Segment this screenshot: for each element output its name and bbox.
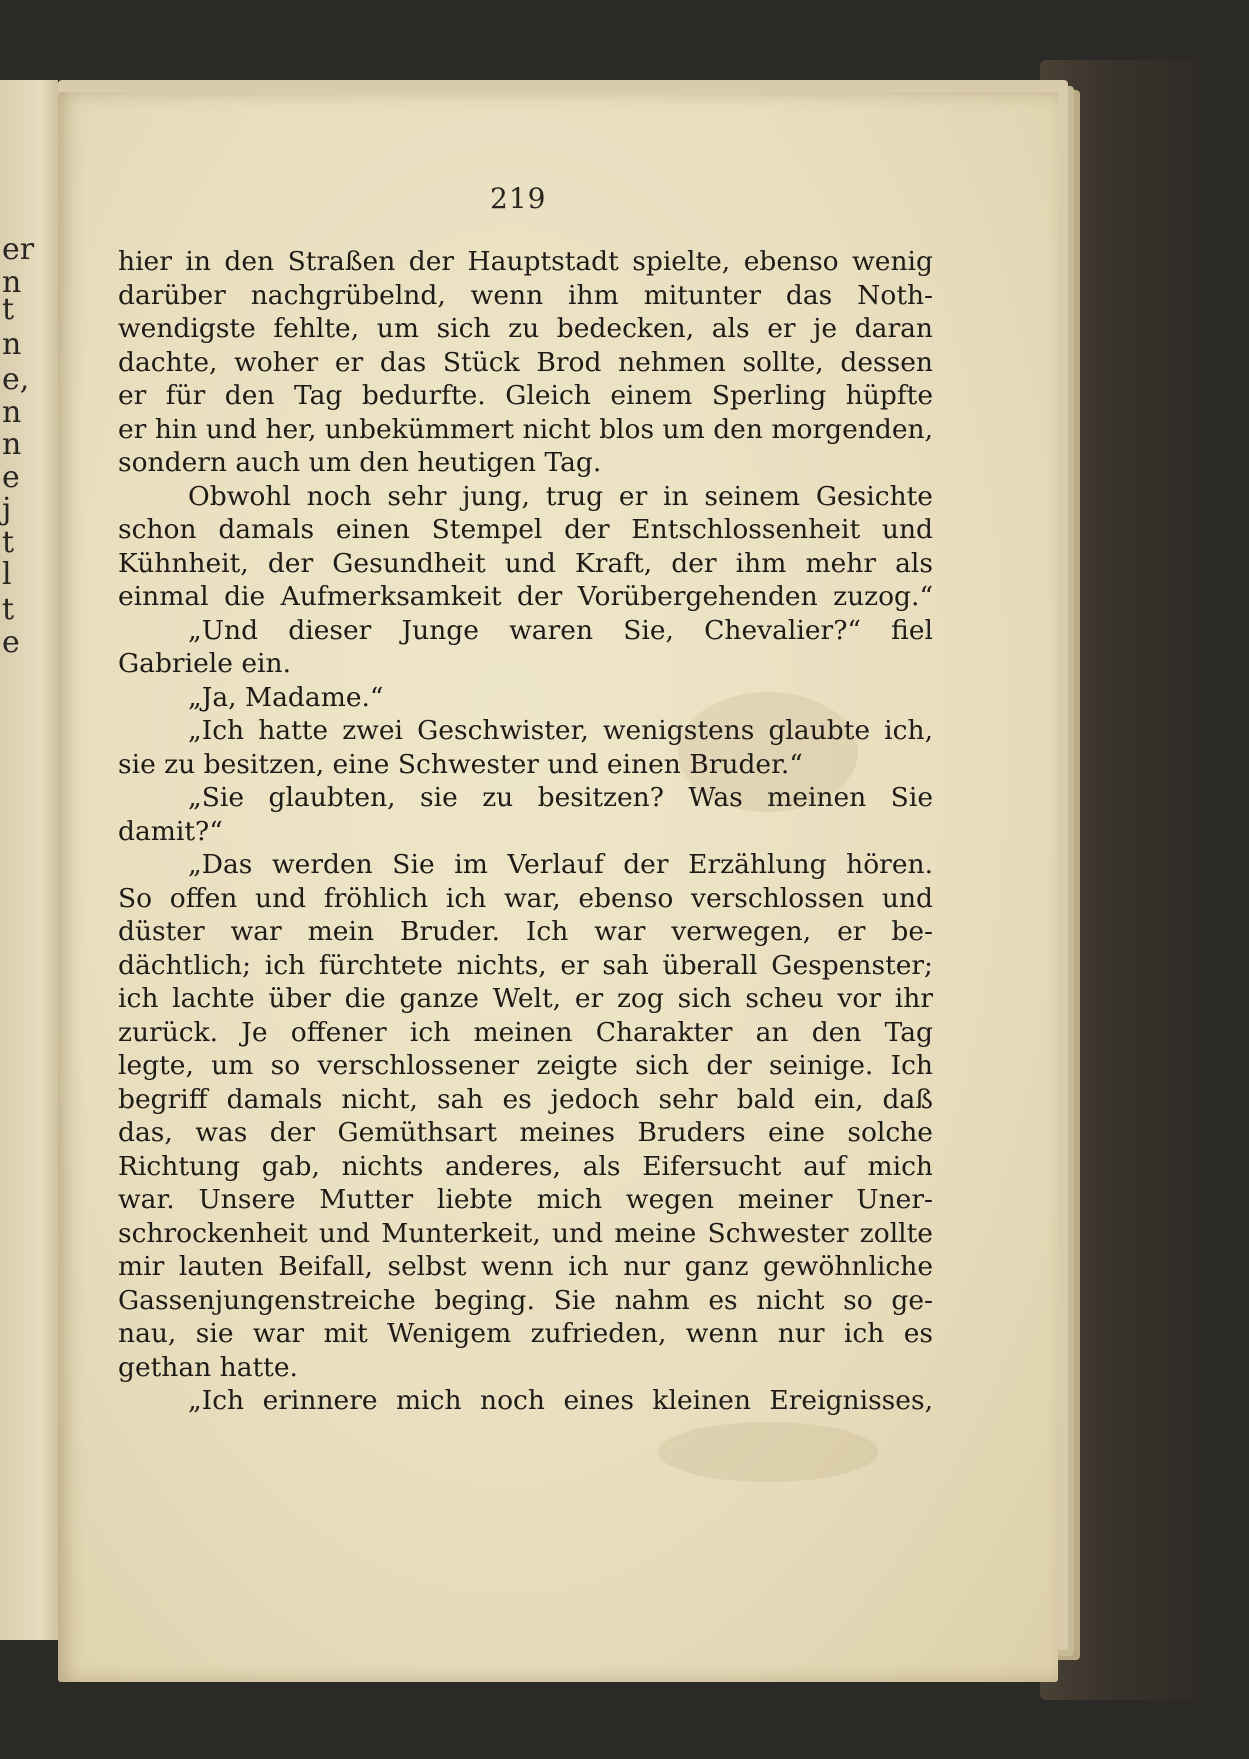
text-line: damit?“	[118, 815, 223, 847]
text-line: legte, um so verschlossener zeigte sich der seinige. Ich	[118, 1050, 933, 1081]
text-line: das, was der Gemüthsart meines Bruders eine solche	[118, 1117, 933, 1148]
text-line: So offen und fröhlich ich war, ebenso verschlossen und	[118, 882, 933, 914]
text-line: war. Unsere Mutter liebte mich wegen meiner Uner-	[118, 1184, 933, 1215]
text-line: Gabriele ein.	[118, 648, 291, 679]
text-line: „Sie glaubten, sie zu besitzen? Was meinen Sie	[188, 782, 933, 813]
text-line: ich lachte über die ganze Welt, er zog sich scheu vor ihr	[118, 983, 933, 1014]
paper-stain	[658, 1422, 878, 1482]
text-line: darüber nachgrübelnd, wenn ihm mitunter das Noth-	[118, 279, 933, 311]
text-line: schon damals einen Stempel der Entschlossenheit und	[118, 514, 933, 545]
text-line: begriff damals nicht, sah es jedoch sehr bald ein, daß	[118, 1083, 933, 1115]
left-fragment: er	[2, 232, 35, 267]
body-text	[118, 245, 933, 1418]
text-line: einmal die Aufmerksamkeit der Vorübergehenden zuzog.“	[118, 581, 933, 612]
left-fragment: n	[2, 395, 22, 430]
left-fragment: n	[2, 265, 22, 300]
text-line: Obwohl noch sehr jung, trug er in seinem Gesichte	[188, 480, 933, 512]
text-line: düster war mein Bruder. Ich war verwegen, er be-	[118, 916, 933, 947]
left-fragment: t	[2, 525, 15, 560]
text-line: wendigste fehlte, um sich zu bedecken, als er je daran	[118, 313, 933, 344]
text-line: nau, sie war mit Wenigem zufrieden, wenn nur ich es	[118, 1318, 933, 1349]
text-line: „Und dieser Junge waren Sie, Chevalier?“ fiel	[188, 614, 933, 646]
text-line: „Ich erinnere mich noch eines kleinen Ereignisses,	[188, 1385, 933, 1416]
left-fragment: j	[2, 492, 12, 527]
text-line: schrockenheit und Munterkeit, und meine Schwester zollte	[118, 1217, 933, 1249]
text-line: „Ich hatte zwei Geschwister, wenigstens glaubte ich,	[188, 715, 933, 746]
text-line: hier in den Straßen der Hauptstadt spielte, ebenso wenig	[118, 246, 933, 277]
left-fragment: t	[2, 592, 15, 627]
text-line: dachte, woher er das Stück Brod nehmen sollte, dessen	[118, 346, 933, 378]
text-line: „Ja, Madame.“	[188, 681, 384, 713]
left-fragment: e,	[2, 362, 30, 397]
page-number: 219	[490, 182, 547, 215]
text-line: dächtlich; ich fürchtete nichts, er sah überall Gespenster;	[118, 949, 933, 981]
text-line: „Das werden Sie im Verlauf der Erzählung hören.	[188, 849, 933, 880]
left-fragment: t	[2, 292, 15, 327]
text-line: sondern auch um den heutigen Tag.	[118, 447, 602, 478]
text-line: er hin und her, unbekümmert nicht blos um den morgenden,	[118, 413, 933, 445]
left-fragment: e	[2, 625, 20, 660]
left-fragment: l	[2, 557, 12, 592]
text-line: gethan hatte.	[118, 1351, 298, 1383]
text-line: er für den Tag bedurfte. Gleich einem Sperling hüpfte	[118, 380, 933, 411]
left-fragment: n	[2, 327, 22, 362]
text-line: zurück. Je offener ich meinen Charakter an den Tag	[118, 1016, 933, 1048]
left-fragment: e	[2, 460, 20, 495]
text-line: Kühnheit, der Gesundheit und Kraft, der ihm mehr als	[118, 547, 933, 579]
left-page-edge	[0, 80, 58, 1640]
text-line: Richtung gab, nichts anderes, als Eifersucht auf mich	[118, 1150, 933, 1182]
text-line: mir lauten Beifall, selbst wenn ich nur ganz gewöhnliche	[118, 1251, 933, 1282]
text-line: Gassenjungenstreiche beging. Sie nahm es nicht so ge-	[118, 1284, 933, 1316]
left-fragment: n	[2, 427, 22, 462]
text-line: sie zu besitzen, eine Schwester und einen Bruder.“	[118, 748, 803, 780]
